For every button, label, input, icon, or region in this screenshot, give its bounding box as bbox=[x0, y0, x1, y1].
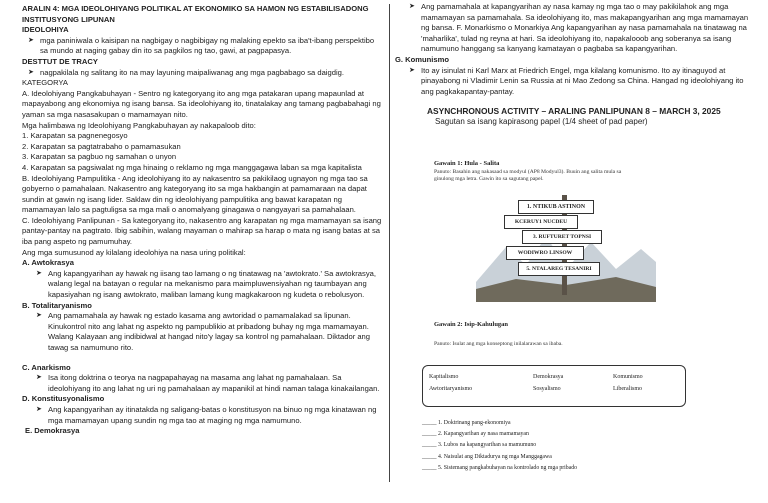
list-item: 4. Karapatan sa pagsiwalat ng mga hinaing o reklamo ng mga manggagawa laban sa mga kapitalista bbox=[22, 162, 362, 172]
konstitusyonalismo-text: Ang kapangyarihan ay itinatakda ng saligang-batas o konstitusyon na binuo ng mga kinatawan ng mga mamamayan upang sundin ng mga tao at maging ng mga namumuno. bbox=[48, 404, 377, 425]
column-divider bbox=[389, 4, 390, 482]
question-list bbox=[422, 418, 702, 474]
totalitaryanismo-text: Ang pamamahala ay hawak ng estado kasama ang awtoridad o pamamalakad sa lipunan. Kinukontrol nito ang lahat ng aspekto ng pampublikio at pribadong buhay ng mga mamamayan. Walang Kalayaan ang indibidwal at hangad nito'y lagay sa kontrol ng pamahalaan. Diktador ang tawag sa namumuno rito. bbox=[48, 311, 371, 352]
anarkismo-text: Isa itong doktrina o teorya na nagpapahayag na masama ang lahat ng pamahalaan. Sa ideolohiyang ito ang lahat ng uri ng pamahalaan ay mapanikil at hindi naman talaga kinakailangan. bbox=[48, 373, 380, 393]
list-item: 3. Karapatan sa pagbuo ng samahan o unyon bbox=[22, 152, 177, 162]
activity-title: ASYNCHRONOUS ACTIVITY – ARALING PANLIPUNAN 8 – MARCH 3, 2025 bbox=[427, 106, 721, 117]
demokrasya-text: Ang pamamahala at kapangyarihan ay nasa kamay ng mga tao o may pakikilahok ang mga mamamayan sa pamamahala. Sa ideolohiyang ito, mas makapangyarihan ang mga mamamayan ng bansa. F. Monarkismo o Monarkiya Ang kapangyarihan ay nasa pamamahala na tinatawag na 'maharlika', tulad ng reyna at hari. Sa ideolohiyang ito, napakalooob ang soberanya sa isang namumuno hanggang sa kanyang kamatayan o pagbaba sa kapangyarihan. bbox=[421, 2, 749, 54]
gawain2-instructions: Panuto: Isulat ang mga konseptong inilalarawan sa ibaba. bbox=[434, 341, 563, 347]
sumusunod-text: Ang mga sumusunod ay kilalang ideolohiya na nasa uring politikal: bbox=[22, 247, 246, 257]
sign-4: WODIWRO LINSOW bbox=[506, 246, 584, 260]
list-item: _____ 2. Kapangyarihan ay nasa mamamayan bbox=[422, 431, 529, 438]
concept-box bbox=[422, 365, 686, 407]
kategorya-heading: KATEGORYA bbox=[22, 78, 68, 88]
totalitaryanismo-heading: B. Totalitaryanismo bbox=[22, 300, 92, 310]
komunismo-heading: G. Komunismo bbox=[395, 54, 450, 64]
demokrasya-heading: E. Demokrasya bbox=[25, 426, 80, 436]
sign-1: 1. NTIKUB ASTINON bbox=[518, 200, 594, 214]
category-b-text: B. Ideolohiyang Pampulitika - Ang ideolohiyang ito ay nakasentro sa pakikilaog ugnayon ng mga tao sa gobyerno o pamahalaan. Nakasentro ang kategoryang ito sa mga hakbangin at pamamaraan na dapat sundin at gawin ng isang lider. Saklaw din ng ideolohiyang pampulitika ang bawat karapatan ng mamamayan lalo sa pagtuligsa sa mga mali o anomalyang ginagawa o nangyayari sa pamahalaan. bbox=[22, 173, 368, 215]
list-item: 2. Karapatan sa pagtatrabaho o pamamasukan bbox=[22, 141, 181, 151]
lesson-title: ARALIN 4: MGA IDEOLOHIYANG POLITIKAL AT EKONOMIKO SA HAMON NG ESTABILISADONG INSTITUSYONG LIPUNAN bbox=[22, 4, 369, 24]
activity-subtitle: Sagutan sa isang kapirasong papel (1/4 sheet of pad paper) bbox=[435, 116, 648, 126]
list-item: 1. Karapatan sa pagnenegosyo bbox=[22, 131, 128, 141]
category-a-text: A. Ideolohiyang Pangkabuhayan - Sentro ng kategoryang ito ang mga patakaran upang mapaunlad at mapayabong ang ekonomiya ng isang bansa. Sa ideolohiyang ito, tinatalakay ang tamang pagbabahagi ng yaman sa mga nasasakupan o mamamayan nito. bbox=[22, 88, 381, 119]
arrow-bullet-icon: ➤ bbox=[36, 374, 42, 382]
list-item: _____ 1. Doktrinang pang-ekonomiya bbox=[422, 420, 511, 426]
tracy-text: nagpakilala ng salitang ito na may layuning maipaliwanag ang mga pagbabago sa daigdig. bbox=[40, 67, 344, 77]
arrow-bullet-icon: ➤ bbox=[36, 405, 42, 413]
arrow-bullet-icon: ➤ bbox=[28, 68, 34, 76]
arrow-bullet-icon: ➤ bbox=[28, 36, 34, 44]
concept-word: Kapitalismo bbox=[429, 374, 459, 380]
gawain2-heading: Gawain 2: Isip-Kahulugan bbox=[434, 321, 509, 328]
tracy-heading: DESTTUT DE TRACY bbox=[22, 56, 98, 66]
list-item: _____ 5. Sistemang pangkabuhayan na kontrolado ng mga pribado bbox=[422, 464, 578, 471]
ideolohiya-text: mga paniniwala o kaisipan na nagbigay o nagbibigay ng malaking epekto sa iba't-ibang perspektibo sa mundo at naging gabay din ito sa pagkilos ng tao, gawi, at pagpapasya. bbox=[40, 35, 375, 56]
ideolohiya-heading: IDEOLOHIYA bbox=[22, 25, 69, 35]
anarkismo-heading: C. Anarkismo bbox=[22, 362, 71, 372]
arrow-bullet-icon: ➤ bbox=[409, 66, 415, 74]
halimbawa-text: Mga halimbawa ng Ideolohiyang Pangkabuhayan ay nakapaloob dito: bbox=[22, 120, 256, 130]
arrow-bullet-icon: ➤ bbox=[36, 312, 42, 320]
sign-5: 5. NTALAREG TESANIRI bbox=[518, 262, 600, 276]
komunismo-text: Ito ay isinulat ni Karl Marx at Friedrich Engel, mga kilalang komunismo. Ito ay itinaguyod at pinayabong ni Vladimir Lenin sa Russia at ni Mao Zedong sa China. Hangad ng ideolohiyang ito ang pagkakapantay-pantay. bbox=[421, 65, 744, 96]
concept-word: Sosyalismo bbox=[533, 386, 561, 392]
right-column bbox=[395, 0, 750, 128]
gawain1-heading: Gawain 1: Hula - Salita bbox=[434, 160, 500, 167]
worksheet-image bbox=[422, 160, 719, 500]
concept-word: Liberalismo bbox=[613, 386, 642, 392]
concept-word: Komunismo bbox=[613, 374, 643, 380]
konstitusyonalismo-heading: D. Konstitusyonalismo bbox=[22, 394, 105, 404]
list-item: _____ 3. Lubos na kapangyarihan sa mamumuno bbox=[422, 442, 537, 449]
concept-word: Awtoritaryanismo bbox=[429, 386, 473, 392]
arrow-bullet-icon: ➤ bbox=[409, 3, 415, 10]
awtokrasya-text: Ang kapangyarihan ay hawak ng iisang tao lamang o ng tinatawag na 'awtokrato.' Sa awtokrasya, walang legal na batayan o regular na mekanismo para maimpluwensiyahan ng taumbayan ang kapasiyahan ng isang awtokrato, maliban lamang kung magkakaroon ng kudeta o rebolusyon. bbox=[48, 268, 376, 300]
concept-word: Demokrasya bbox=[533, 374, 564, 380]
sign-3: 3. RUFTURET TOPNSI bbox=[522, 230, 602, 244]
list-item: _____ 4. Naisulat ang Diktadurya ng mga Manggagawa bbox=[422, 453, 552, 460]
gawain1-instructions: Panuto: Basahin ang nakasaad sa modyul (AP8 Modyul3). Buuin ang salita mula sa ginulong mga letra. Gawin ito sa sagutang papel. bbox=[434, 169, 622, 182]
left-column bbox=[22, 0, 382, 437]
awtokrasya-heading: A. Awtokrasya bbox=[22, 258, 74, 268]
arrow-bullet-icon: ➤ bbox=[36, 269, 42, 277]
category-c-text: C. Ideolohiyang Panlipunan - Sa kategoryang ito, nakasentro ang karapatan ng mga mamamayan sa isang pantay-pantay na pagtrato. Ibig sabihin, walang mayaman o mahirap sa harap o mata ng isang batas at sa iba pang aspeto ng pamumuhay. bbox=[22, 215, 382, 247]
sign-2: KCERUY1 NUCDEU bbox=[504, 215, 578, 229]
